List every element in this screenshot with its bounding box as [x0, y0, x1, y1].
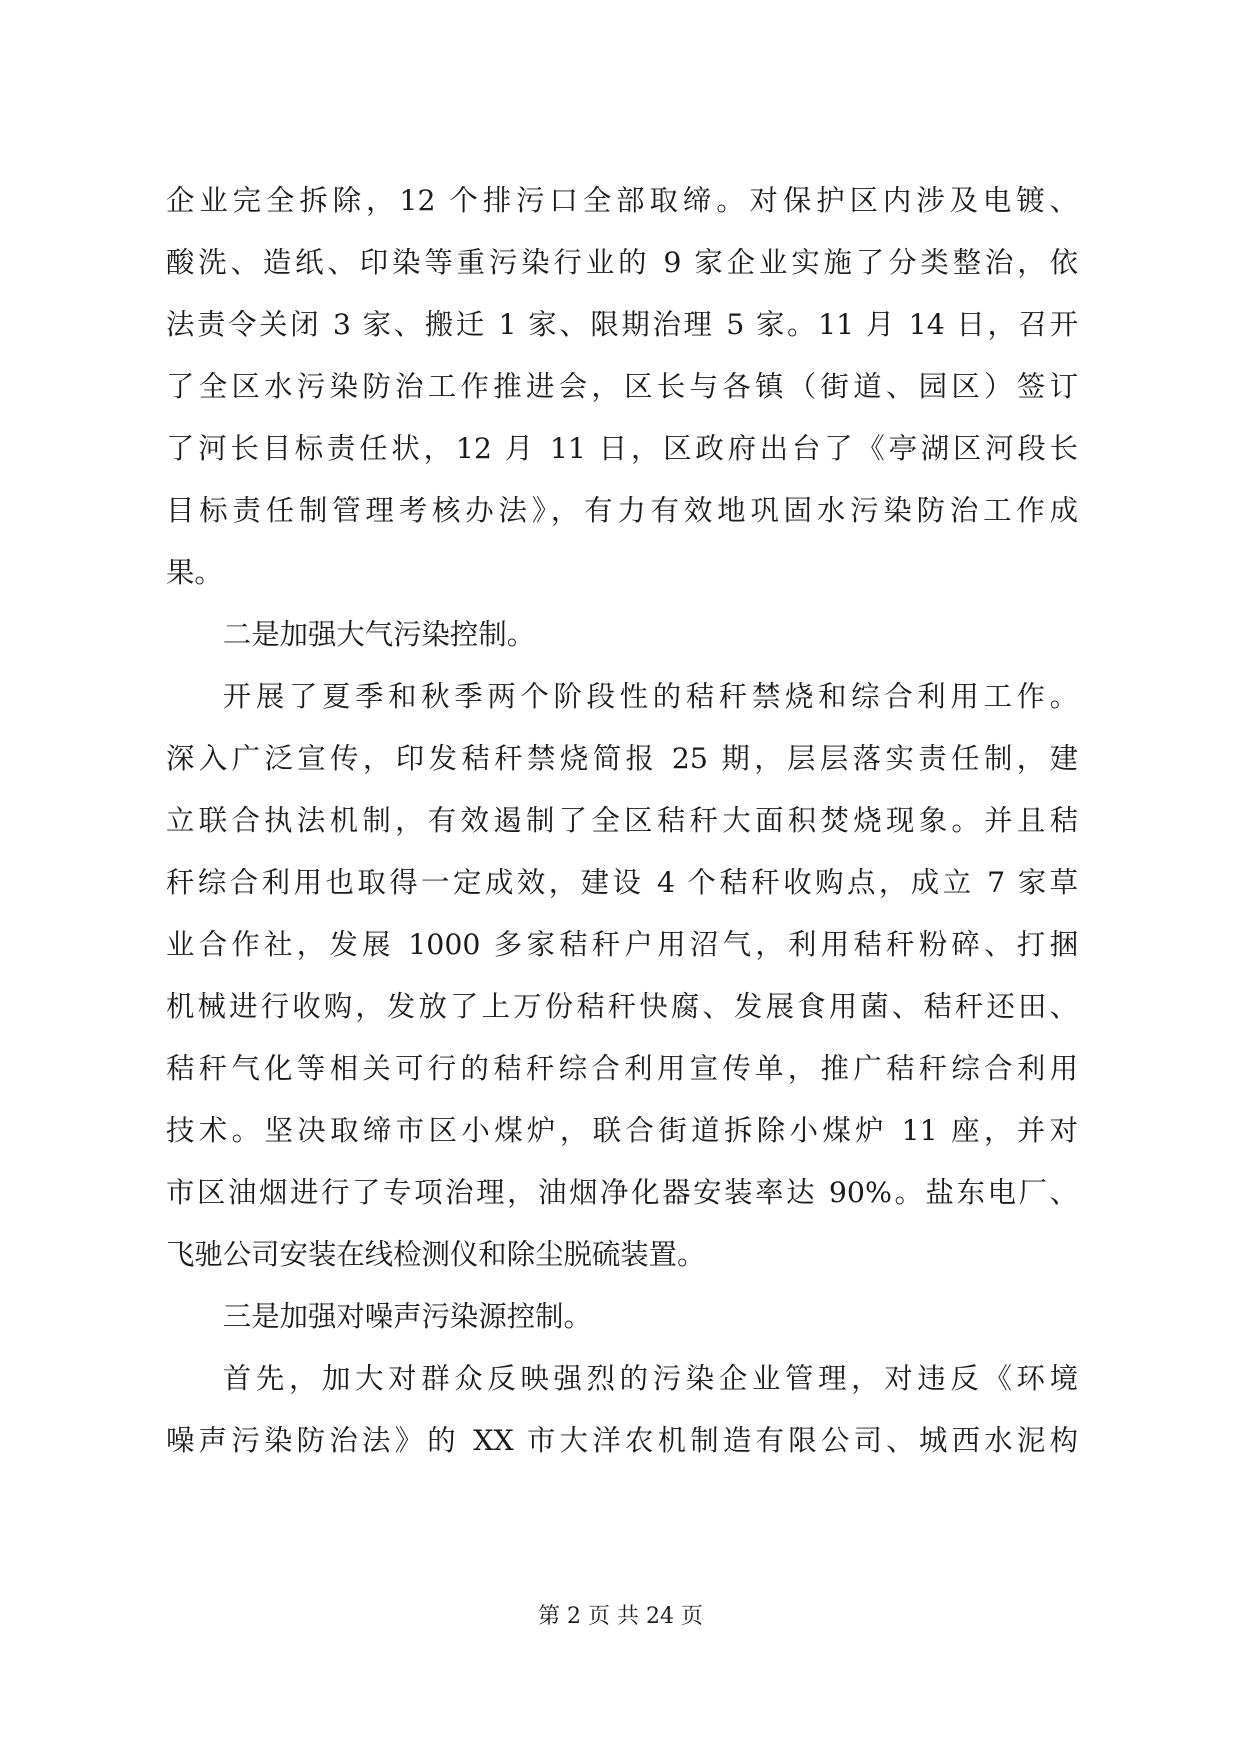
- text-line: 法责令关闭 3 家、搬迁 1 家、限期治理 5 家。11 月 14 日，召开: [166, 308, 1078, 341]
- text-line: 酸洗、造纸、印染等重污染行业的 9 家企业实施了分类整治，依: [166, 246, 1078, 279]
- page-footer: 第 2 页 共 24 页: [538, 1604, 703, 1629]
- text-line: 立联合执法机制，有效遏制了全区秸秆大面积焚烧现象。并且秸: [166, 804, 1078, 837]
- text-line: 了全区水污染防治工作推进会，区长与各镇（街道、园区）签订: [166, 370, 1078, 403]
- text-line: 深入广泛宣传，印发秸秆禁烧简报 25 期，层层落实责任制，建: [166, 742, 1078, 775]
- text-line: 企业完全拆除，12 个排污口全部取缔。对保护区内涉及电镀、: [166, 184, 1078, 217]
- text-line: 噪声污染防治法》的 XX 市大洋农机制造有限公司、城西水泥构: [166, 1424, 1078, 1457]
- text-line: 秆综合利用也取得一定成效，建设 4 个秸秆收购点，成立 7 家草: [166, 866, 1078, 899]
- text-line: 了河长目标责任状，12 月 11 日，区政府出台了《亭湖区河段长: [166, 432, 1078, 465]
- text-line: 秸秆气化等相关可行的秸秆综合利用宣传单，推广秸秆综合利用: [166, 1052, 1078, 1085]
- text-line: 目标责任制管理考核办法》，有力有效地巩固水污染防治工作成: [166, 494, 1078, 527]
- text-line: 业合作社，发展 1000 多家秸秆户用沼气，利用秸秆粉碎、打捆: [166, 928, 1078, 961]
- document-body: [166, 170, 1078, 1472]
- text-line: 市区油烟进行了专项治理，油烟净化器安装率达 90%。盐东电厂、: [166, 1176, 1078, 1209]
- paragraph-first-line: 三是加强对噪声污染源控制。: [222, 1300, 592, 1333]
- text-line: 果。: [166, 556, 223, 589]
- text-line: 飞驰公司安装在线检测仪和除尘脱硫装置。: [166, 1238, 706, 1271]
- paragraph-first-line: 开展了夏季和秋季两个阶段性的秸秆禁烧和综合利用工作。: [222, 680, 1078, 713]
- text-line: 技术。坚决取缔市区小煤炉，联合街道拆除小煤炉 11 座，并对: [166, 1114, 1078, 1147]
- paragraph-first-line: 二是加强大气污染控制。: [222, 618, 536, 651]
- text-line: 机械进行收购，发放了上万份秸秆快腐、发展食用菌、秸秆还田、: [166, 990, 1078, 1023]
- paragraph-first-line: 首先，加大对群众反映强烈的污染企业管理，对违反《环境: [222, 1362, 1078, 1395]
